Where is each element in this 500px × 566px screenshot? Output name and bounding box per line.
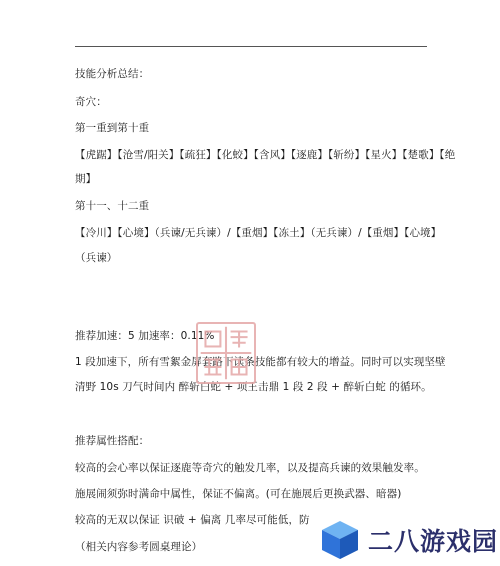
section-title: 技能分析总结： — [75, 68, 150, 80]
watermark-text: 二八游戏园 — [368, 527, 499, 556]
attribute-heading: 推荐属性搭配： — [75, 435, 150, 447]
text-line: 【虎踞】【沧雪/阳关】【疏狂】【化蛟】【含风】【逐鹿】【斩纷】【星火】【楚歌】【绝 — [75, 149, 456, 161]
text-line: 1 段加速下，所有雪絮金屏套路下读条技能都有较大的增益。同时可以实现坚壁 — [75, 356, 446, 368]
text-line: 较高的无双以保证 识破 + 偏离 几率尽可能低，防 — [75, 514, 310, 526]
text-line: （相关内容参考圆桌理论） — [75, 541, 203, 553]
site-watermark — [318, 518, 499, 562]
text-line: 施展闹须弥时满命中属性，保证不偏离。(可在施展后更换武器、暗器) — [75, 488, 402, 500]
text-line: 【冷川】【心境】（兵谏/无兵谏）/【重烟】【冻土】（无兵谏）/【重烟】【心境】 — [75, 227, 442, 239]
cube-logo-icon — [318, 518, 362, 562]
seal-stamp-icon — [196, 322, 256, 384]
tier-heading-11-12: 第十一、十二重 — [75, 200, 150, 212]
header-divider — [75, 46, 427, 47]
text-line: 期】 — [75, 173, 97, 185]
haste-recommendation: 推荐加速：5 加速率：0.11% — [75, 330, 215, 342]
tier-heading-1-10: 第一重到第十重 — [75, 122, 150, 134]
text-line: （兵谏） — [75, 252, 118, 264]
text-line: 较高的会心率以保证逐鹿等奇穴的触发几率，以及提高兵谏的效果触发率。 — [75, 462, 425, 474]
qixue-heading: 奇穴： — [75, 96, 107, 108]
text-line: 清野 10s 刀气时间内 醉斩白蛇 + 项王击鼎 1 段 2 段 + 醉斩白蛇 的循环。 — [75, 381, 432, 393]
